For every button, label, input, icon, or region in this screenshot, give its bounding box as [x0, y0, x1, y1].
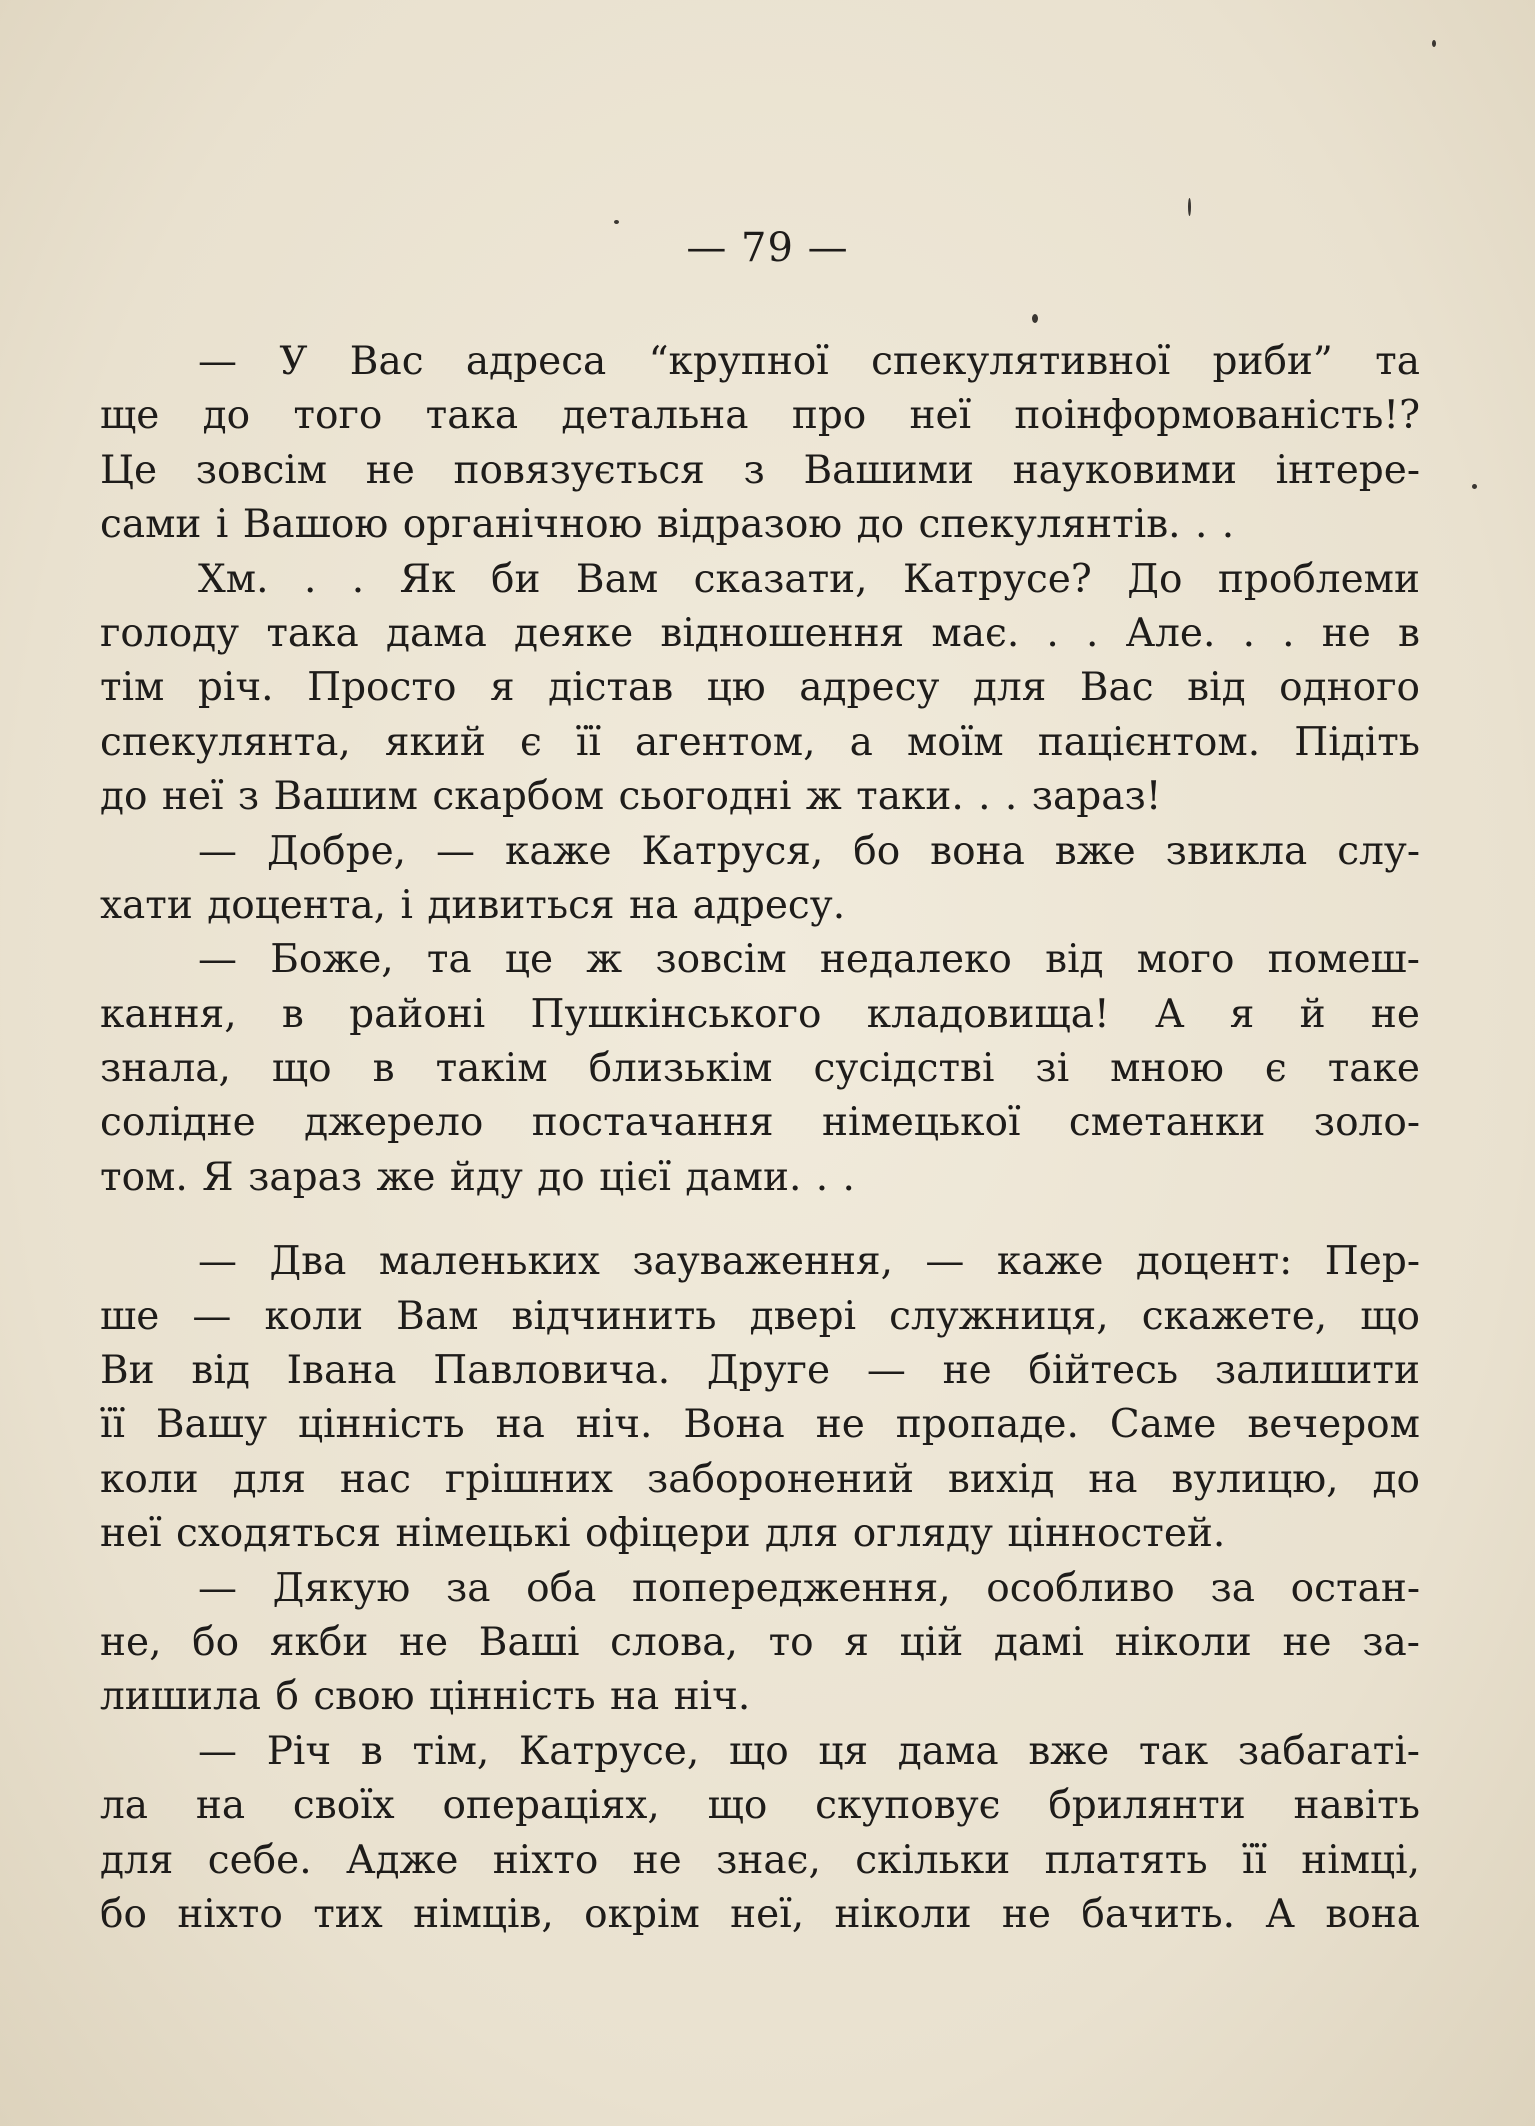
text-line: знала, що в такім близькім сусідстві зі мною є таке: [100, 1046, 1420, 1092]
text-line: коли для нас грішних заборонений вихід на вулицю, до: [100, 1456, 1420, 1502]
text-line: спекулянта, який є її агентом, а моїм пацієнтом. Підіть: [100, 719, 1420, 765]
text-line: не, бо якби не Ваші слова, то я цій дамі ніколи не за-: [100, 1619, 1420, 1665]
text-line: її Вашу цінність на ніч. Вона не пропаде. Саме вечером: [100, 1402, 1420, 1448]
text-line: голоду така дама деяке відношення має. . . Але. . . не в: [100, 610, 1420, 656]
text-line: ще до того така детальна про неї поінформованість!?: [100, 393, 1420, 439]
print-speck: [1472, 484, 1477, 489]
text-line: кання, в районі Пушкінського кладовища! А я й не: [100, 991, 1420, 1037]
paragraph: [100, 553, 1420, 825]
print-speck: [1032, 314, 1038, 323]
body-text: [100, 335, 1420, 1942]
text-line: Це зовсім не повязується з Вашими науковими інтере-: [100, 447, 1420, 493]
paragraph: [100, 335, 1420, 553]
paragraph: [100, 1725, 1420, 1943]
paragraph: [100, 825, 1420, 934]
text-line: том. Я зараз же йду до цієї дами. . .: [100, 1154, 855, 1200]
text-line: солідне джерело постачання німецької сметанки золо-: [100, 1100, 1420, 1146]
text-line: бо ніхто тих німців, окрім неї, ніколи не бачить. А вона: [100, 1891, 1420, 1937]
print-speck: [1432, 40, 1436, 47]
text-line: сами і Вашою органічною відразою до спекулянтів. . .: [100, 502, 1235, 548]
text-line: тім річ. Просто я дістав цю адресу для Вас від одного: [100, 665, 1420, 711]
text-line: Хм. . . Як би Вам сказати, Катрусе? До проблеми: [198, 556, 1420, 602]
paragraph-gap: [100, 1205, 1420, 1235]
text-line: до неї з Вашим скарбом сьогодні ж таки. . . зараз!: [100, 774, 1162, 820]
text-line: — Боже, та це ж зовсім недалеко від мого помеш-: [198, 937, 1420, 983]
text-line: неї сходяться німецькі офіцери для огляду цінностей.: [100, 1511, 1226, 1557]
text-line: Ви від Івана Павловича. Друге — не бійтесь залишити: [100, 1348, 1420, 1394]
paragraph: [100, 933, 1420, 1205]
paragraph: [100, 1235, 1420, 1561]
paragraph: [100, 1562, 1420, 1725]
text-line: — У Вас адреса “крупної спекулятивної риби” та: [198, 339, 1420, 384]
text-line: для себе. Адже ніхто не знає, скільки платять її німці,: [100, 1837, 1420, 1883]
text-line: — Два маленьких зауваження, — каже доцент: Пер-: [198, 1239, 1420, 1285]
print-speck: [1188, 198, 1191, 216]
text-line: ла на своїх операціях, що скуповує брилянти навіть: [100, 1783, 1420, 1829]
text-line: — Добре, — каже Катруся, бо вона вже звикла слу-: [198, 828, 1420, 874]
text-line: — Дякую за оба попередження, особливо за остан-: [198, 1565, 1420, 1611]
text-line: хати доцента, і дивиться на адресу.: [100, 882, 846, 928]
text-line: — Річ в тім, Катрусе, що ця дама вже так забагаті-: [198, 1728, 1420, 1774]
text-line: ше — коли Вам відчинить двері служниця, скажете, що: [100, 1293, 1420, 1339]
page-number: — 79 —: [686, 225, 849, 271]
print-speck: [614, 220, 619, 224]
text-line: лишила б свою цінність на ніч.: [100, 1674, 751, 1720]
